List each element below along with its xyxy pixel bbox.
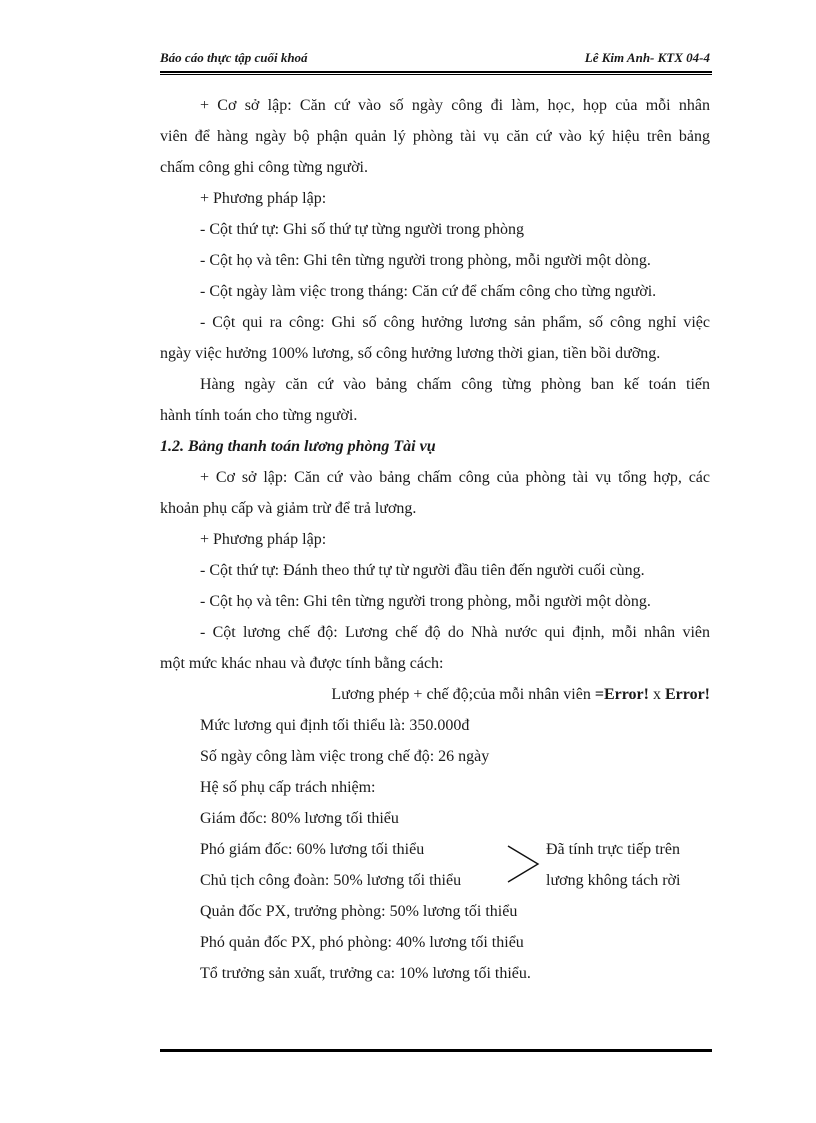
paragraph-line: Hàng ngày căn cứ vào bảng chấm công từng phòng ban kế toán tiến bbox=[200, 376, 710, 393]
paragraph-line: - Cột thứ tự: Đánh theo thứ tự từ người đầu tiên đến người cuối cùng. bbox=[200, 562, 645, 579]
paragraph-line: + Cơ sở lập: Căn cứ vào số ngày công đi làm, học, họp của mỗi nhân bbox=[200, 97, 710, 114]
paragraph-line: + Phương pháp lập: bbox=[200, 531, 327, 548]
paragraph-line: khoản phụ cấp và giảm trừ để trả lương. bbox=[160, 500, 417, 517]
salary-formula bbox=[160, 679, 710, 710]
header-report-title: Báo cáo thực tập cuối khoá bbox=[160, 50, 308, 65]
paragraph-line: ngày việc hưởng 100% lương, số công hưởng lương thời gian, tiền bồi dưỡng. bbox=[160, 345, 661, 362]
paragraph-line: - Cột ngày làm việc trong tháng: Căn cứ để chấm công cho từng người. bbox=[200, 283, 657, 300]
allowance-note: lương không tách rời bbox=[546, 872, 681, 889]
allowance-note: Đã tính trực tiếp trên bbox=[546, 841, 680, 858]
footer-rule bbox=[160, 1049, 712, 1052]
page-header bbox=[160, 50, 710, 70]
allowance-line: Phó quản đốc PX, phó phòng: 40% lương tối thiểu bbox=[200, 934, 524, 951]
paragraph-line: một mức khác nhau và được tính bằng cách: bbox=[160, 655, 444, 672]
paragraph-line: - Cột họ và tên: Ghi tên từng người trong phòng, mỗi người một dòng. bbox=[200, 252, 651, 269]
paragraph-line: chấm công ghi công từng người. bbox=[160, 159, 368, 176]
allowance-line bbox=[160, 834, 710, 865]
formula-times: x bbox=[648, 686, 665, 703]
paragraph-line: viên để hàng ngày bộ phận quản lý phòng tài vụ căn cứ vào ký hiệu trên bảng bbox=[160, 128, 710, 145]
header-rule-thin bbox=[160, 74, 712, 75]
section-heading: 1.2. Bảng thanh toán lương phòng Tài vụ bbox=[160, 438, 436, 455]
paragraph-line: - Cột họ và tên: Ghi tên từng người trong phòng, mỗi người một dòng. bbox=[200, 593, 651, 610]
allowance-line: Tổ trưởng sản xuất, trưởng ca: 10% lương tối thiểu. bbox=[200, 965, 531, 982]
paragraph-line: - Cột lương chế độ: Lương chế độ do Nhà nước qui định, mỗi nhân viên bbox=[200, 624, 710, 641]
formula-text: Lương phép + chế độ;của mỗi nhân viên bbox=[331, 686, 595, 703]
formula-error-2: Error! bbox=[664, 686, 710, 703]
allowance-line: Giám đốc: 80% lương tối thiểu bbox=[200, 810, 399, 827]
allowance-deputy: Phó giám đốc: 60% lương tối thiểu bbox=[200, 841, 425, 858]
allowance-line: Quản đốc PX, trưởng phòng: 50% lương tối thiểu bbox=[200, 903, 518, 920]
paragraph-line: - Cột thứ tự: Ghi số thứ tự từng người trong phòng bbox=[200, 221, 525, 238]
document-body bbox=[160, 90, 710, 989]
header-rule bbox=[160, 71, 712, 73]
paragraph-line: Mức lương qui định tối thiểu là: 350.000đ bbox=[200, 717, 470, 734]
paragraph-line: Hệ số phụ cấp trách nhiệm: bbox=[200, 779, 376, 796]
paragraph-line: - Cột qui ra công: Ghi số công hưởng lương sản phẩm, số công nghỉ việc bbox=[200, 314, 710, 331]
formula-error-1: =Error! bbox=[594, 686, 649, 703]
grouping-bracket bbox=[506, 844, 542, 884]
allowance-line bbox=[160, 865, 710, 896]
paragraph-line: + Phương pháp lập: bbox=[200, 190, 327, 207]
paragraph-line: hành tính toán cho từng người. bbox=[160, 407, 358, 424]
paragraph-line: Số ngày công làm việc trong chế độ: 26 ngày bbox=[200, 748, 490, 765]
paragraph-line: + Cơ sở lập: Căn cứ vào bảng chấm công của phòng tài vụ tổng hợp, các bbox=[200, 469, 710, 486]
allowance-union: Chủ tịch công đoàn: 50% lương tối thiểu bbox=[200, 872, 462, 889]
header-author: Lê Kim Anh- KTX 04-4 bbox=[584, 50, 710, 65]
